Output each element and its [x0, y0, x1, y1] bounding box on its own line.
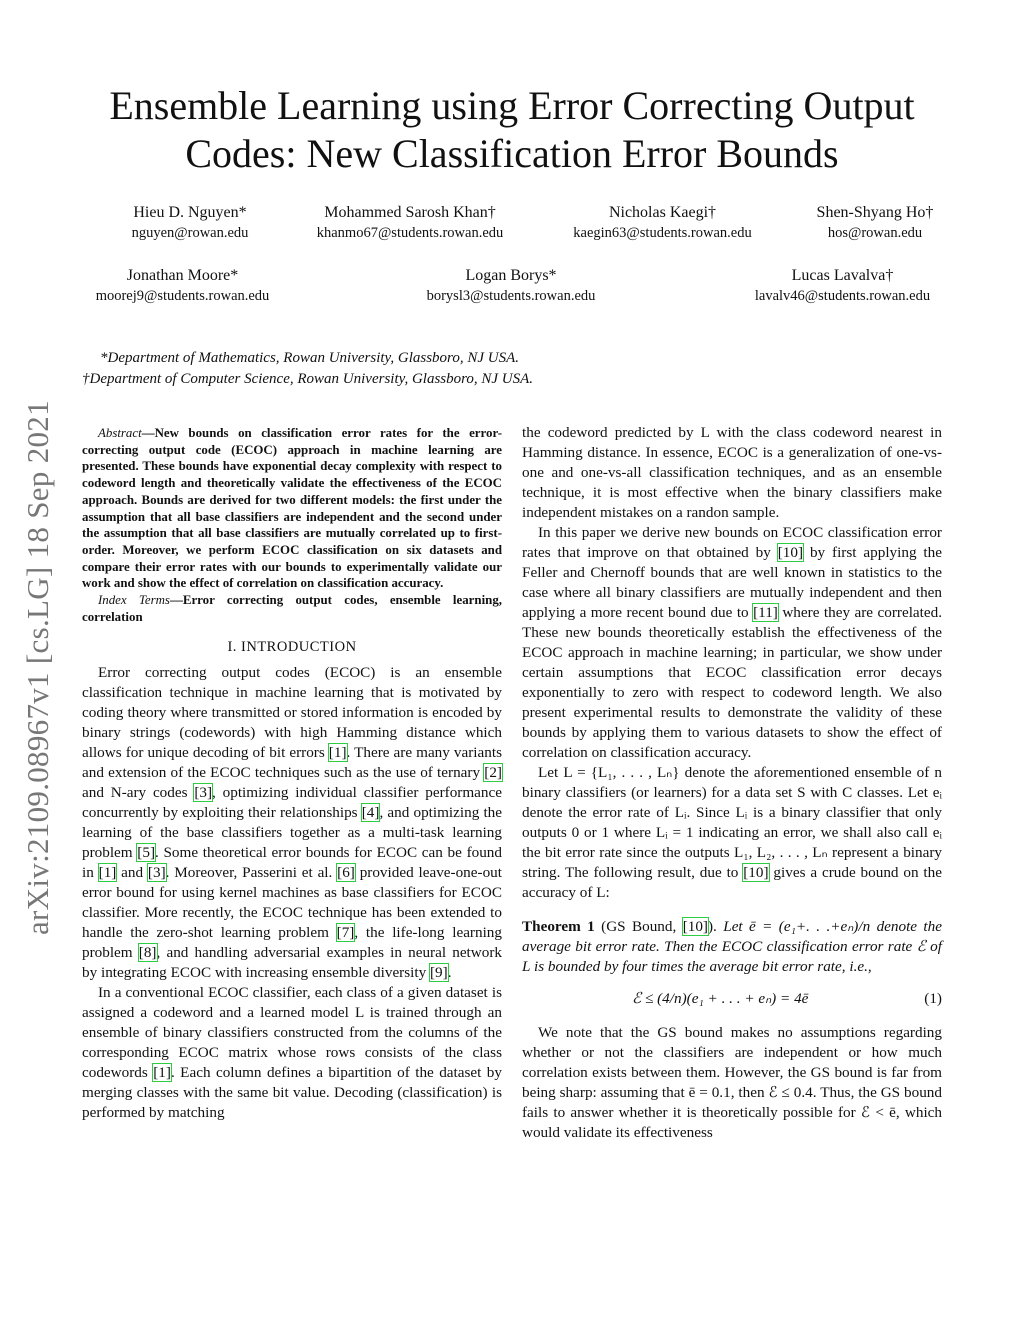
- paragraph-text: and: [116, 864, 148, 882]
- theorem-label: Theorem 1: [522, 918, 595, 935]
- paragraph: [522, 1023, 942, 1143]
- paragraph: [82, 983, 502, 1123]
- author-email: nguyen@rowan.edu: [131, 225, 249, 241]
- abstract: [82, 425, 502, 625]
- citation-link[interactable]: [11]: [753, 604, 778, 621]
- paragraph-text: .: [447, 964, 452, 982]
- equation-number: (1): [924, 990, 942, 1007]
- citation-link[interactable]: [5]: [137, 844, 156, 862]
- paragraph-text: and N-ary codes: [82, 784, 195, 802]
- equation-1: [522, 989, 942, 1009]
- index-terms-label: Index Terms: [98, 593, 170, 608]
- equation-text: ℰ ≤ (4/n)(e₁ + . . . + eₙ) = 4ē: [632, 990, 809, 1007]
- citation-link[interactable]: [10]: [682, 918, 708, 935]
- paragraph-text: , the life-long learning problem: [82, 924, 502, 962]
- citation-link[interactable]: [10]: [777, 544, 804, 561]
- theorem-1: [522, 917, 942, 977]
- paragraph-text: , and handling adversarial examples in neural network by integrating ECOC with increasing ensemble diversity: [82, 944, 502, 982]
- author: [795, 202, 955, 244]
- paragraph-text: . Some theoretical error bounds for ECOC can be found in: [82, 844, 502, 882]
- author-email: khanmo67@students.rowan.edu: [316, 225, 504, 241]
- paragraph-text: Let L = {L₁, . . . , Lₙ} denote the aforementioned ensemble of n binary classifiers (or learners) for a data set S with C classes. Let eᵢ denote the error rate of Lᵢ. Since Lᵢ is a binary classifier that only outputs 0 or 1 where Lᵢ = 1 indicating an error, we shall also call eᵢ the bit error rate since the outputs L₁, L₂, . . . , Lₙ represent a binary string. The following result, due to: [522, 764, 942, 881]
- author-name: Hieu D. Nguyen*: [133, 204, 247, 221]
- author: [730, 265, 955, 307]
- theorem-body: Let ē = (e₁+. . .+eₙ)/n denote the average bit error rate. Then the ECOC classification error rate ℰ of L is bounded by four times the average bit error rate, i.e.,: [522, 918, 942, 975]
- citation-link[interactable]: [10]: [743, 864, 769, 881]
- paragraph-text: provided leave-one-out error bound for using kernel machines as base classifiers for ECOC classifier. More recently, the ECOC technique has been extended to handle the zero-shot learning problem: [82, 864, 502, 942]
- arxiv-identifier: arXiv:2109.08967v1 [cs.LG] 18 Sep 2021: [20, 400, 55, 935]
- paragraph-text: by first applying the Feller and Chernoff bounds that are well known in statistics to the case where all binary classifiers are mutually independent and then applying a more recent bound due to: [522, 544, 942, 621]
- abstract-label: Abstract: [98, 426, 142, 440]
- affiliation: *Department of Mathematics, Rowan University, Glassboro, NJ USA.: [100, 350, 519, 366]
- paragraph-text: We note that the GS bound makes no assumptions regarding whether or not the classifiers are independent or how much correlation exists between them. However, the GS bound is far from being sharp: assuming that ē = 0.1, then ℰ ≤ 0.4. Thus, the GS bound fails to answer whether it is theoretically possible for ℰ < ē, which would validate its effectiveness: [522, 1024, 942, 1141]
- right-body: [522, 423, 942, 903]
- paragraph-text: , and optimizing the learning of the base classifiers together as a multi-task learning problem: [82, 804, 502, 862]
- author-email: hos@rowan.edu: [827, 225, 923, 241]
- author-email: kaegin63@students.rowan.edu: [573, 225, 752, 241]
- left-column: [82, 425, 502, 1123]
- citation-link[interactable]: [9]: [429, 964, 448, 982]
- paragraph-text: gives a crude bound on the accuracy of L:: [522, 864, 942, 901]
- paragraph: [522, 763, 942, 903]
- citation-link[interactable]: [3]: [147, 864, 166, 882]
- index-terms-text: —Error correcting output codes, ensemble learning, correlation: [82, 593, 502, 624]
- paragraph-text: . Each column defines a bipartition of the dataset by merging classes with the same bit value. Decoding (classification) is performed by matching: [82, 1064, 502, 1122]
- author-name: Mohammed Sarosh Khan†: [324, 204, 496, 221]
- author-name: Shen-Shyang Ho†: [816, 204, 934, 221]
- paragraph-text: where they are correlated. These new bounds theoretically establish the effectiveness of the ECOC approach in machine learning; in particular, we show under certain assumptions that ECOC classification error decays exponentially to zero with respect to codeword length. We also present experimental results to demonstrate the validity of these bounds by applying them to various datasets to show the effect of correlation on classification accuracy.: [522, 604, 943, 761]
- paragraph-text: Error correcting output codes (ECOC) is an ensemble classification technique in machine learning that is motivated by coding theory where transmitted or stored information is encoded by binary strings (codewords) with high Hamming distance which allows for unique decoding of bit errors: [82, 664, 502, 762]
- author: [75, 265, 290, 307]
- citation-link[interactable]: [1]: [98, 864, 117, 882]
- paragraph-text: . There are many variants and extension of the ECOC techniques such as the use of ternary: [82, 744, 502, 782]
- paragraph: [522, 423, 942, 523]
- author-email: lavalv46@students.rowan.edu: [754, 288, 931, 304]
- author-name: Jonathan Moore*: [126, 267, 239, 284]
- paragraph-text: the codeword predicted by L with the class codeword nearest in Hamming distance. In essence, ECOC is a generalization of one-vs-one and one-vs-all classification techniques, and as an ensemble technique, it is most effective when the binary classifiers make independent mistakes on a randon sample.: [522, 424, 942, 521]
- theorem-name-end: ).: [708, 918, 717, 935]
- citation-link[interactable]: [6]: [337, 864, 355, 882]
- paper-title: Ensemble Learning using Error Correcting Output Codes: New Classification Error Bounds: [109, 83, 915, 176]
- paragraph-text: . Moreover, Passerini et al.: [165, 864, 338, 882]
- author-name: Lucas Lavalva†: [791, 267, 894, 284]
- author: [290, 202, 530, 244]
- author-email: moorej9@students.rowan.edu: [95, 288, 270, 304]
- paragraph-text: , optimizing individual classifier performance concurrently by exploiting their relationships: [82, 784, 502, 822]
- citation-link[interactable]: [4]: [361, 804, 380, 822]
- section-heading: I. INTRODUCTION: [227, 639, 357, 656]
- author: [400, 265, 622, 307]
- author-name: Nicholas Kaegi†: [608, 204, 717, 221]
- citation-link[interactable]: [3]: [194, 784, 213, 802]
- author: [550, 202, 775, 244]
- theorem-name: (GS Bound,: [594, 918, 683, 935]
- right-column: [522, 423, 942, 1143]
- paragraph-text: In a conventional ECOC classifier, each class of a given dataset is assigned a codeword and a learned model L is trained through an ensemble of binary classifiers constructed from the columns of the corresponding ECOC matrix whose rows consists of the class codewords: [82, 984, 502, 1082]
- paragraph: [82, 663, 502, 983]
- citation-link[interactable]: [1]: [153, 1064, 171, 1082]
- abstract-text: —New bounds on classification error rates for the error-correcting output code (ECOC) approach in machine learning are presented. These bounds have exponential decay complexity with respect to codeword length and theoretically validate the effectiveness of the ECOC approach. Bounds are derived for two different models: the first under the assumption that all base classifiers are independent and the second under the assumption that all base classifiers are mutually correlated up to first-order. Moreover, we perform ECOC classification on six datasets and compare their error rates with our bounds to experimentally validate our work and show the effect of correlation on classification accuracy.: [82, 426, 502, 591]
- citation-link[interactable]: [8]: [138, 944, 157, 962]
- affiliation: †Department of Computer Science, Rowan University, Glassboro, NJ USA.: [82, 371, 534, 387]
- citation-link[interactable]: [7]: [336, 924, 355, 942]
- citation-link[interactable]: [1]: [328, 744, 347, 762]
- affiliations: [82, 348, 533, 390]
- citation-link[interactable]: [2]: [484, 764, 502, 782]
- paragraph: [522, 523, 942, 763]
- author-name: Logan Borys*: [465, 267, 557, 284]
- introduction-body: [82, 663, 502, 1123]
- right-body-continued: [522, 1023, 942, 1143]
- author-email: borysl3@students.rowan.edu: [426, 288, 596, 304]
- paragraph-text: In this paper we derive new bounds on ECOC classification error rates that improve on that obtained by: [522, 524, 942, 561]
- author: [105, 202, 275, 244]
